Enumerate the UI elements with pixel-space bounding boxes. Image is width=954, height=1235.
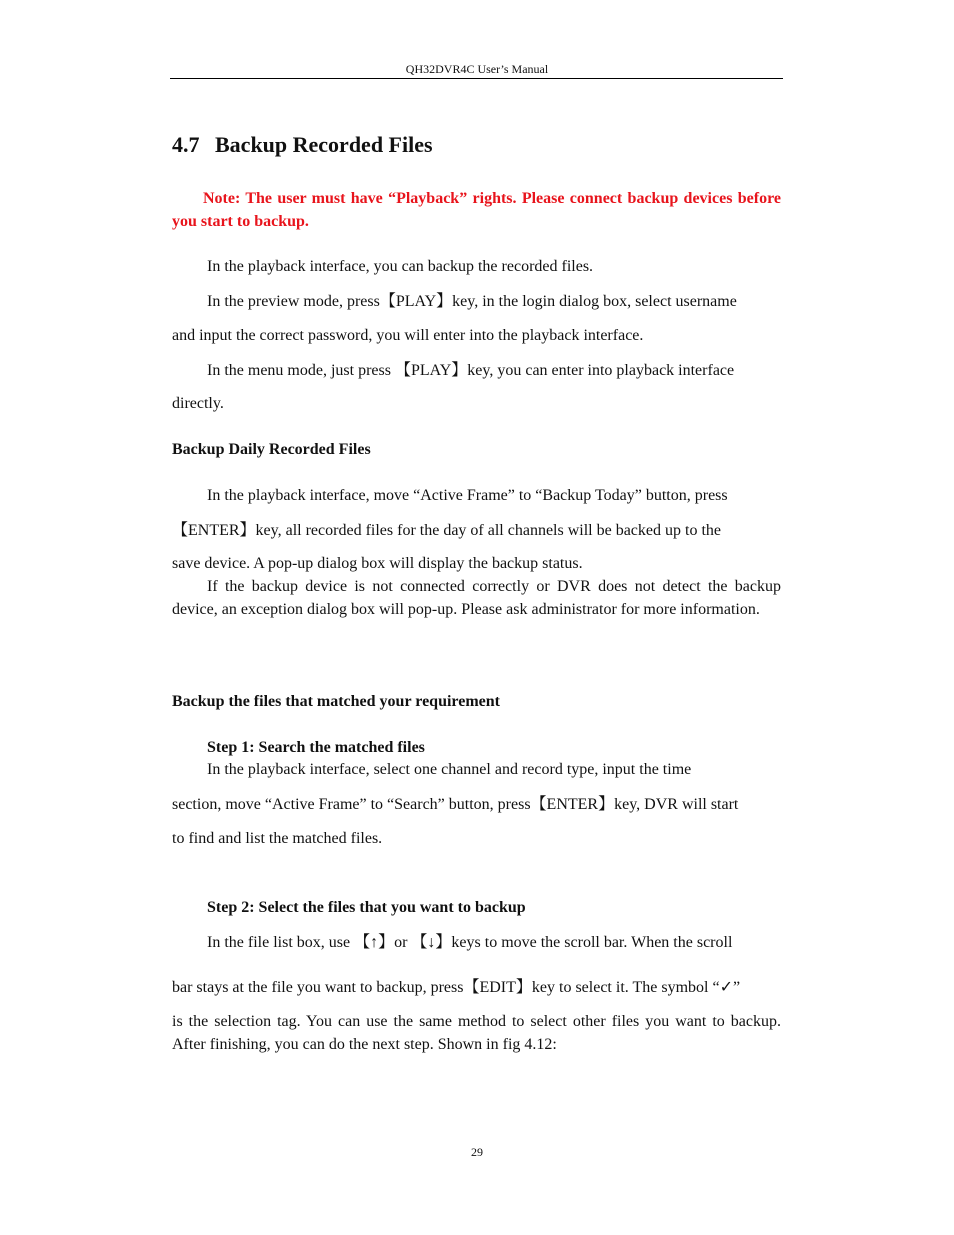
daily-paragraph-1-line-3: save device. A pop-up dialog box will display the backup status. (172, 555, 583, 572)
daily-backup-heading: Backup Daily Recorded Files (172, 441, 371, 458)
page-number: 29 (471, 1145, 483, 1159)
intro-paragraph-3-line-1: In the menu mode, just press 【PLAY】key, you can enter into playback interface (207, 362, 735, 379)
matched-backup-heading: Backup the files that matched your requirement (172, 693, 500, 710)
daily-paragraph-1-line-1: In the playback interface, move “Active Frame” to “Backup Today” button, press (207, 487, 728, 504)
section-title: Backup Recorded Files (215, 132, 433, 157)
daily-paragraph-1-line-2: 【ENTER】key, all recorded files for the day of all channels will be backed up to the (172, 522, 722, 539)
step-1-line-2: section, move “Active Frame” to “Search” button, press【ENTER】key, DVR will start (172, 796, 739, 813)
step-2-heading: Step 2: Select the files that you want to backup (207, 899, 526, 916)
header-rule (170, 78, 783, 79)
rights-note: Note: The user must have “Playback” rights. Please connect backup devices before you start to backup. (172, 190, 781, 230)
daily-paragraph-2: If the backup device is not connected correctly or DVR does not detect the backup device, an exception dialog box will pop-up. Please ask administrator for more information. (172, 578, 781, 618)
step-1-heading: Step 1: Search the matched files (207, 739, 425, 756)
section-heading (172, 131, 781, 159)
intro-paragraph-2-line-1: In the preview mode, press【PLAY】key, in the login dialog box, select username (207, 293, 737, 310)
intro-paragraph-1: In the playback interface, you can backup the recorded files. (207, 258, 594, 275)
intro-paragraph-3-line-2: directly. (172, 395, 224, 412)
step-2-line-3: is the selection tag. You can use the same method to select other files you want to backup. After finishing, you can do the next step. Shown in fig 4.12: (172, 1013, 781, 1053)
step-1-line-3: to find and list the matched files. (172, 830, 383, 847)
step-2-line-2: bar stays at the file you want to backup, press【EDIT】key to select it. The symbol “✓” (172, 979, 741, 996)
running-header: QH32DVR4C User’s Manual (405, 62, 549, 76)
intro-paragraph-2-line-2: and input the correct password, you will enter into the playback interface. (172, 327, 644, 344)
step-1-line-1: In the playback interface, select one channel and record type, input the time (207, 761, 692, 778)
step-2-line-1: In the file list box, use 【↑】or 【↓】keys to move the scroll bar. When the scroll (207, 934, 733, 951)
section-number: 4.7 (172, 132, 200, 157)
